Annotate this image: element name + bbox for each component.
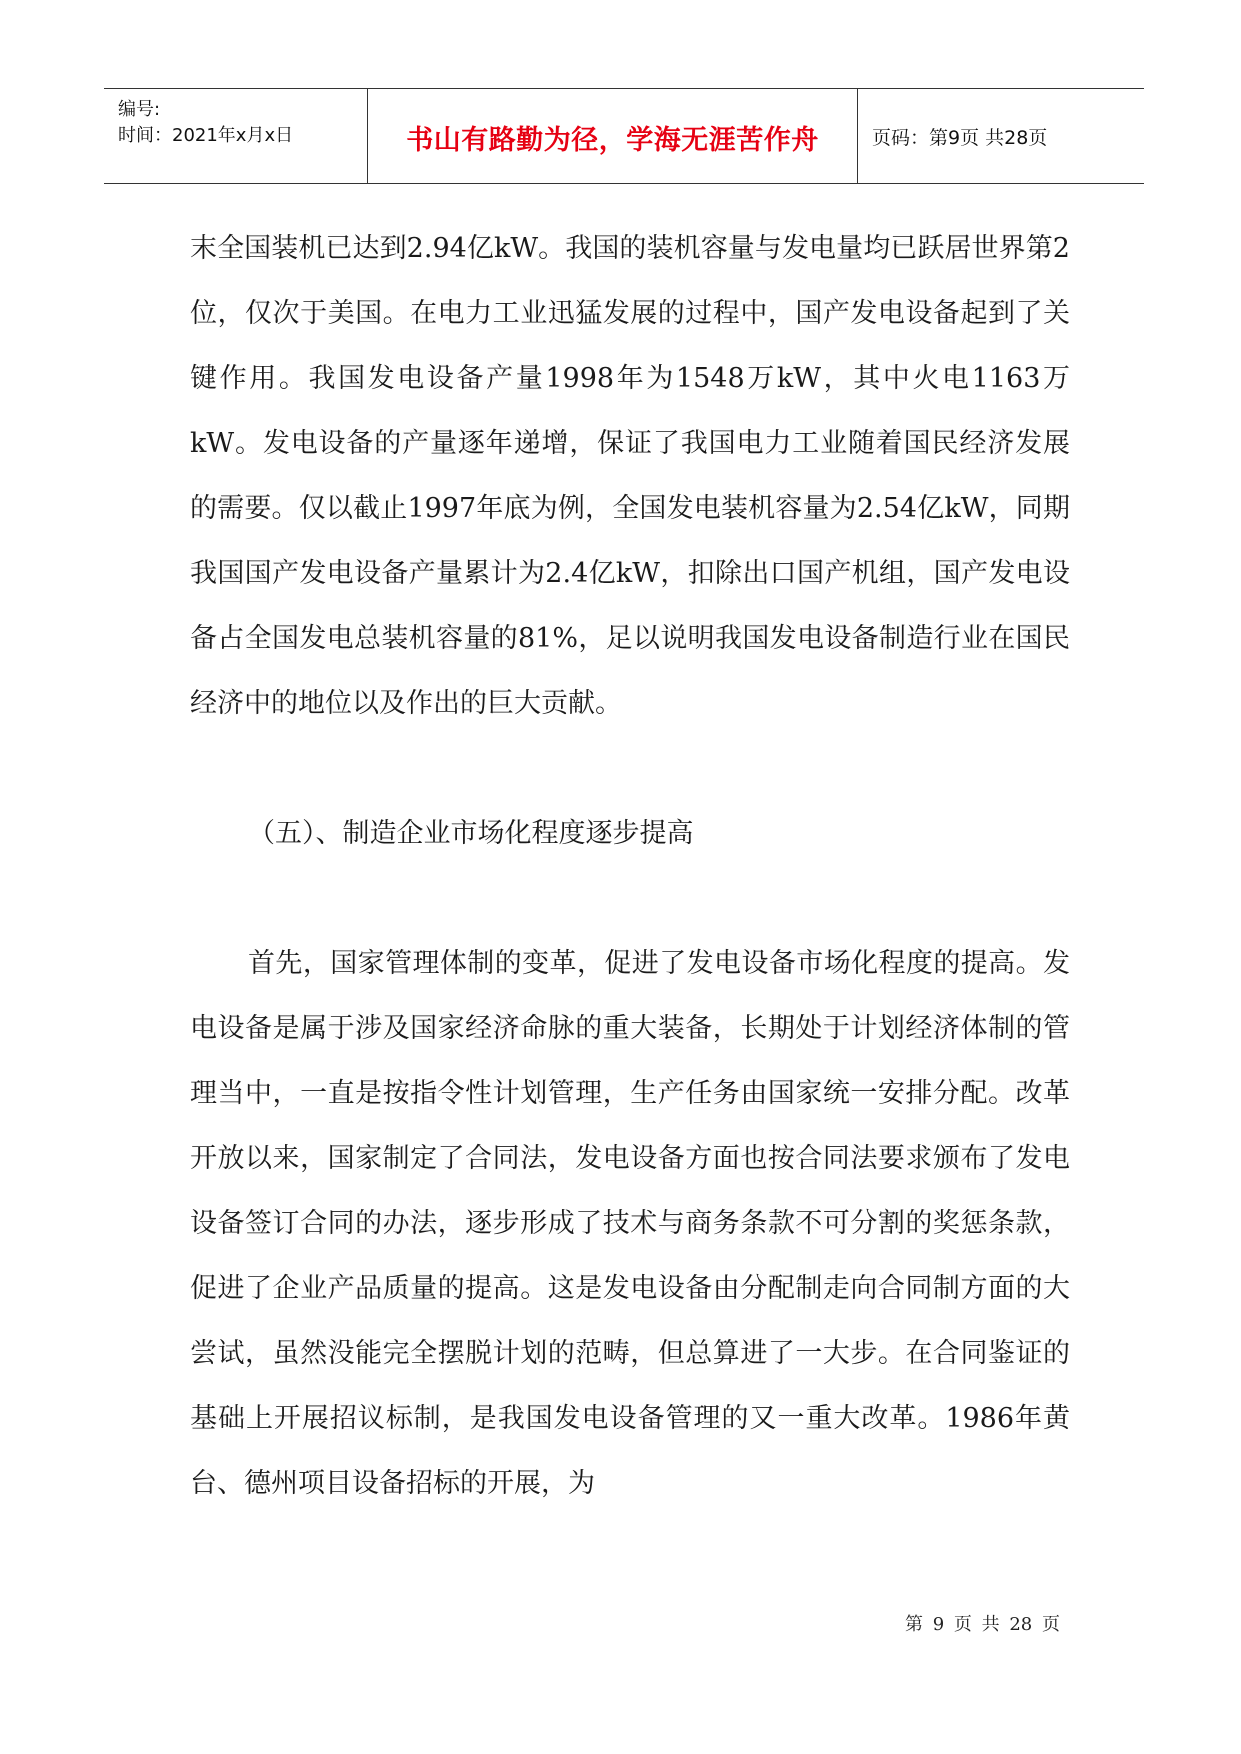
header-page-info: 页码：第9页 共28页 (872, 126, 1048, 149)
serial-number-label: 编号: (118, 99, 161, 120)
body-paragraph: 首先，国家管理体制的变革，促进了发电设备市场化程度的提高。发电设备是属于涉及国家经济命脉的重大装备，长期处于计划经济体制的管理当中，一直是按指令性计划管理，生产任务由国家统一安排分配。改革开放以来，国家制定了合同法，发电设备方面也按合同法要求颁布了发电设备签订合同的办法，逐步形成了技术与商务条款不可分割的奖惩条款，促进了企业产品质量的提高。这是发电设备由分配制走向合同制方面的大尝试，虽然没能完全摆脱计划的范畴，但总算进了一大步。在合同鉴证的基础上开展招议标制，是我国发电设备管理的又一重大改革。1986年黄台、德州项目设备招标的开展，为 (190, 948, 1070, 1499)
date-label: 时间：2021年x月x日 (118, 125, 294, 146)
header-motto-cell (368, 89, 858, 183)
header-meta-cell (104, 89, 368, 183)
body-paragraph: 末全国装机已达到2.94亿kW。我国的装机容量与发电量均已跃居世界第2位，仅次于美国。在电力工业迅猛发展的过程中，国产发电设备起到了关键作用。我国发电设备产量1998年为1548万kW，其中火电1163万kW。发电设备的产量逐年递增，保证了我国电力工业随着国民经济发展的需要。仅以截止1997年底为例，全国发电装机容量为2.54亿kW，同期我国国产发电设备产量累计为2.4亿kW，扣除出口国产机组，国产发电设备占全国发电总装机容量的81%，足以说明我国发电设备制造行业在国民经济中的地位以及作出的巨大贡献。 (190, 233, 1070, 719)
header-page-cell (858, 89, 1144, 183)
document-body (190, 216, 1070, 1516)
document-header (104, 88, 1144, 184)
header-motto: 书山有路勤为径，学海无涯苦作舟 (406, 124, 819, 156)
page-footer: 第 9 页 共 28 页 (905, 1614, 1060, 1635)
section-heading: （五）、制造企业市场化程度逐步提高 (248, 818, 694, 849)
